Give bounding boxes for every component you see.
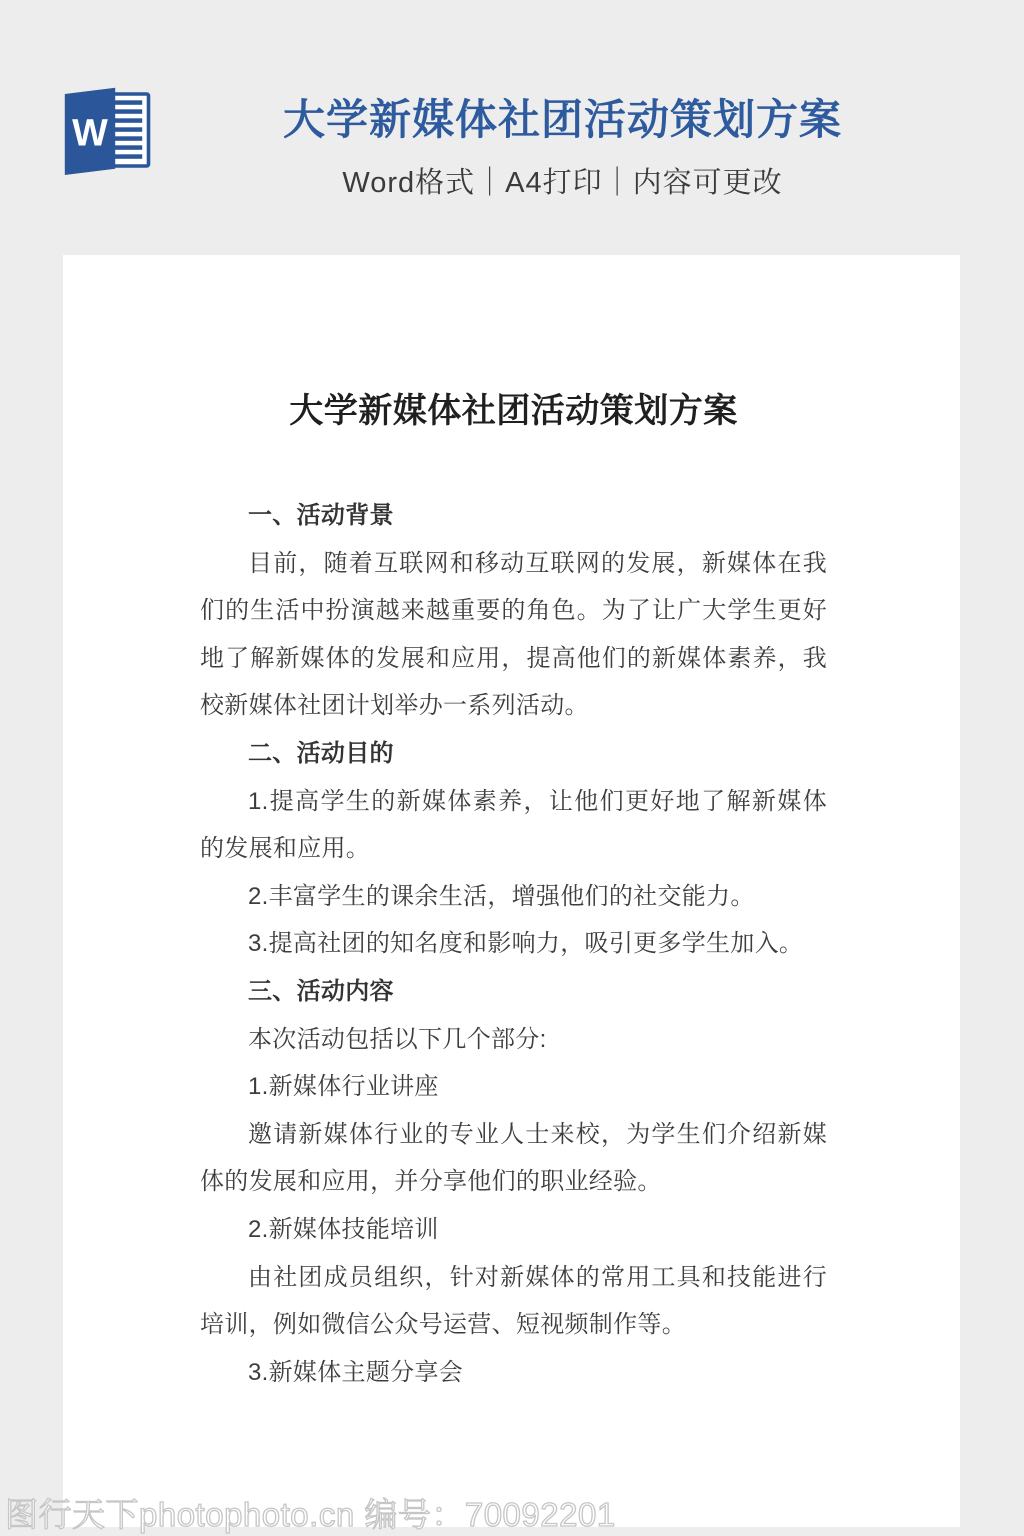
word-file-icon — [63, 82, 153, 178]
word-icon-letter: W — [72, 112, 108, 155]
document-content — [63, 255, 960, 1396]
paragraph: 2.丰富学生的课余生活，增强他们的社交能力。 — [248, 882, 755, 910]
section-heading: 三、活动内容 — [248, 977, 394, 1005]
paragraph: 本次活动包括以下几个部分: — [248, 1025, 547, 1053]
paragraph: 目前，随着互联网和移动互联网的发展，新媒体在我们的生活中扮演越来越重要的角色。为了让广大学生更好地了解新媒体的发展和应用，提高他们的新媒体素养，我校新媒体社团计划举办一系列活动。 — [200, 549, 827, 720]
paragraph: 由社团成员组织，针对新媒体的常用工具和技能进行培训，例如微信公众号运营、短视频制作等。 — [200, 1263, 827, 1339]
section-heading: 一、活动背景 — [248, 502, 394, 529]
header-text-block — [230, 96, 895, 201]
section-heading: 二、活动目的 — [248, 739, 394, 767]
document-body — [200, 492, 827, 1396]
paragraph: 1.提高学生的新媒体素养，让他们更好地了解新媒体的发展和应用。 — [200, 787, 827, 863]
document-title: 大学新媒体社团活动策划方案 — [289, 393, 738, 430]
paragraph: 1.新媒体行业讲座 — [248, 1073, 439, 1101]
document-page — [63, 255, 960, 1527]
paragraph: 邀请新媒体行业的专业人士来校，为学生们介绍新媒体的发展和应用，并分享他们的职业经验。 — [200, 1120, 827, 1196]
paragraph: 3.新媒体主题分享会 — [248, 1358, 464, 1386]
paragraph: 2.新媒体技能培训 — [248, 1215, 439, 1243]
header-banner — [0, 0, 1024, 255]
site-watermark: 图行天下photophoto.cn 编号：70092201 — [5, 1496, 616, 1533]
paragraph: 3.提高社团的知名度和影响力，吸引更多学生加入。 — [248, 930, 804, 958]
template-title: 大学新媒体社团活动策划方案 — [282, 96, 842, 143]
template-subtitle: Word格式｜A4打印｜内容可更改 — [342, 167, 783, 200]
